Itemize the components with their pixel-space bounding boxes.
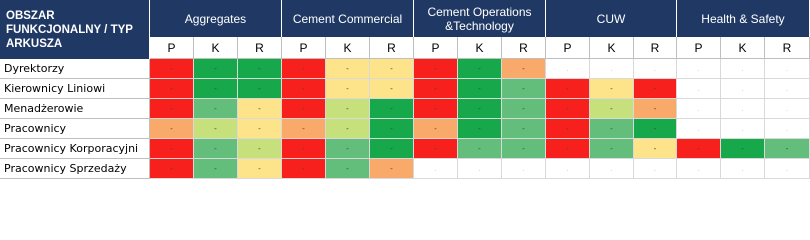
heatmap-cell: . [634,59,677,79]
heatmap-cell: - [150,59,194,79]
heatmap-cell: - [546,99,590,119]
heatmap-cell: - [194,119,238,139]
heatmap-cell: . [721,99,765,119]
heatmap-cell: - [634,119,677,139]
heatmap-cell: . [546,59,590,79]
sub-header: R [765,37,810,59]
sub-header: P [677,37,721,59]
sub-header: K [458,37,502,59]
heatmap-cell: - [502,119,546,139]
sub-header: K [721,37,765,59]
sub-header: P [150,37,194,59]
heatmap-cell: - [326,59,370,79]
heatmap-cell: - [150,99,194,119]
heatmap-cell: - [634,79,677,99]
heatmap-cell: - [546,139,590,159]
heatmap-cell: . [677,59,721,79]
heatmap-cell: - [414,59,458,79]
heatmap-cell: - [414,139,458,159]
heatmap-cell: . [634,159,677,179]
heatmap-cell: - [282,59,326,79]
heatmap-cell: - [326,79,370,99]
heatmap-cell: - [194,159,238,179]
heatmap-cell: - [370,159,414,179]
heatmap-cell: - [590,119,634,139]
group-header: Cement Commercial [282,0,414,37]
heatmap-cell: - [150,139,194,159]
heatmap-cell: - [590,79,634,99]
heatmap-cell: - [282,119,326,139]
heatmap-cell: - [326,119,370,139]
heatmap-cell: - [194,99,238,119]
sub-header: P [546,37,590,59]
row-label: Pracownicy [0,119,150,139]
heatmap-cell: . [677,79,721,99]
sub-header: K [194,37,238,59]
heatmap-cell: - [502,59,546,79]
corner-header: OBSZAR FUNKCJONALNY / TYP ARKUSZA [0,0,150,59]
row-label: Dyrektorzy [0,59,150,79]
heatmap-cell: - [458,139,502,159]
heatmap-cell: . [765,99,810,119]
heatmap-cell: . [721,79,765,99]
heatmap-cell: - [721,139,765,159]
sub-header: R [238,37,282,59]
heatmap-cell: - [238,59,282,79]
sub-header: R [502,37,546,59]
heatmap-cell: - [282,99,326,119]
heatmap-cell: - [458,59,502,79]
heatmap-cell: . [765,79,810,99]
group-header: Cement Operations &Technology [414,0,546,37]
heatmap-cell: - [458,99,502,119]
heatmap-cell: - [634,139,677,159]
heatmap-cell: . [765,59,810,79]
heatmap-cell: . [590,159,634,179]
heatmap-cell: - [677,139,721,159]
heatmap-cell: - [326,99,370,119]
heatmap-cell: . [677,119,721,139]
heatmap-cell: - [458,79,502,99]
heatmap-cell: - [414,79,458,99]
heatmap-cell: - [326,139,370,159]
heatmap-cell: - [238,139,282,159]
heatmap-cell: . [765,119,810,139]
heatmap-cell: - [150,79,194,99]
heatmap-cell: . [502,159,546,179]
sub-header: P [414,37,458,59]
heatmap-cell: - [370,59,414,79]
heatmap-cell: - [414,99,458,119]
heatmap-cell: . [546,159,590,179]
heatmap-cell: - [370,79,414,99]
heatmap-cell: . [721,59,765,79]
heatmap-cell: - [150,159,194,179]
heatmap-cell: - [370,99,414,119]
group-header: CUW [546,0,677,37]
heatmap-cell: - [238,79,282,99]
row-label: Pracownicy Sprzedaży [0,159,150,179]
heatmap-cell: - [238,119,282,139]
heatmap-cell: - [502,139,546,159]
sub-header: R [634,37,677,59]
heatmap-cell: - [590,99,634,119]
sub-header: P [282,37,326,59]
heatmap-cell: - [546,79,590,99]
sub-header: K [590,37,634,59]
heatmap-cell: - [194,79,238,99]
heatmap-cell: . [414,159,458,179]
group-header: Aggregates [150,0,282,37]
heatmap-cell: - [238,99,282,119]
sub-header: R [370,37,414,59]
heatmap-cell: - [590,139,634,159]
heatmap-cell: - [546,119,590,139]
heatmap-cell: - [150,119,194,139]
heatmap-cell: . [721,119,765,139]
row-label: Menadżerowie [0,99,150,119]
heatmap-cell: - [282,139,326,159]
heatmap-cell: - [634,99,677,119]
heatmap-cell: - [502,99,546,119]
heatmap-cell: . [458,159,502,179]
heatmap-cell: . [765,159,810,179]
heatmap-cell: - [282,159,326,179]
heatmap-cell: - [414,119,458,139]
heatmap-cell: . [590,59,634,79]
sub-header: K [326,37,370,59]
group-header: Health & Safety [677,0,810,37]
row-label: Kierownicy Liniowi [0,79,150,99]
row-label: Pracownicy Korporacyjni [0,139,150,159]
heatmap-cell: - [370,139,414,159]
heatmap-cell: . [677,99,721,119]
heatmap-cell: - [326,159,370,179]
heatmap-cell: - [194,139,238,159]
heatmap-cell: . [677,159,721,179]
heatmap-cell: - [458,119,502,139]
heatmap-cell: - [238,159,282,179]
heatmap-cell: - [502,79,546,99]
heatmap-cell: . [721,159,765,179]
heatmap-cell: - [282,79,326,99]
heatmap-cell: - [765,139,810,159]
heatmap-cell: - [194,59,238,79]
heatmap-cell: - [370,119,414,139]
